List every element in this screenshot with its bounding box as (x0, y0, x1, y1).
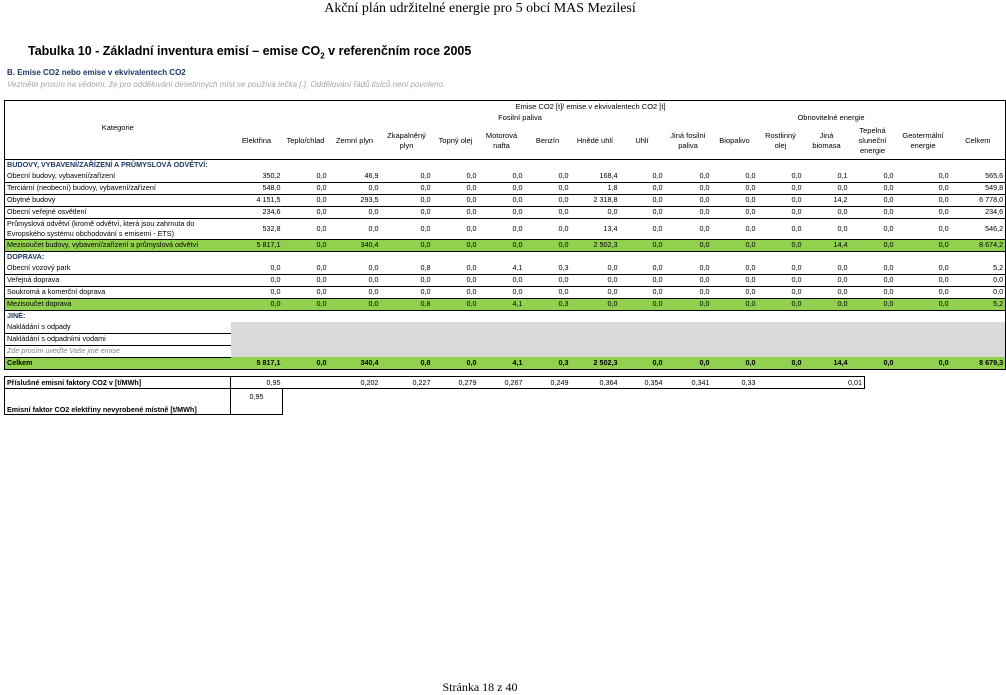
value-cell: 0,0 (804, 218, 850, 239)
column-header: Rostlinný olej (758, 123, 804, 159)
value-cell: 0,0 (479, 286, 525, 298)
value-cell: 14,4 (804, 357, 850, 369)
value-cell: 0,0 (381, 194, 433, 206)
emission-factor-value: 0,202 (329, 377, 381, 389)
row-label: Veřejná doprava (5, 274, 231, 286)
value-cell: 0,0 (665, 171, 712, 183)
value-cell: 0,0 (620, 357, 665, 369)
value-cell: 0,0 (712, 357, 758, 369)
emission-factor-value: 0,354 (620, 377, 665, 389)
value-cell: 0,0 (896, 171, 951, 183)
table-row (5, 206, 1006, 218)
emission-factor-value: 0,227 (381, 377, 433, 389)
page-header: Akční plán udržitelné energie pro 5 obcí MAS Mezilesí (324, 1, 636, 16)
emission-factor-value: 0,279 (433, 377, 479, 389)
value-cell: 0,0 (712, 263, 758, 275)
value-cell: 0,0 (665, 298, 712, 310)
category-header: Kategorie (5, 123, 231, 159)
row-label: Obecní veřejné osvětlení (5, 206, 231, 218)
column-header: Teplo/chlad (283, 123, 329, 159)
value-cell: 548,0 (231, 182, 283, 194)
row-label: Mezisoučet budovy, vybavení/zařízení a průmyslová odvětví (5, 239, 231, 251)
value-cell: 0,0 (758, 206, 804, 218)
value-cell: 0,0 (283, 194, 329, 206)
column-header: Hnědé uhlí (571, 123, 620, 159)
value-cell: 0,0 (479, 239, 525, 251)
value-cell: 0,0 (620, 194, 665, 206)
value-cell: 0,0 (433, 194, 479, 206)
value-cell: 0,0 (896, 263, 951, 275)
value-cell: 168,4 (571, 171, 620, 183)
row-label: Terciární (neobecní) budovy, vybavení/zařízení (5, 182, 231, 194)
table-row (5, 322, 1006, 334)
value-cell: 0,0 (231, 263, 283, 275)
total-row (5, 357, 1006, 369)
value-cell: 0,0 (850, 263, 896, 275)
column-header: Geotermální energie (896, 123, 951, 159)
table-row (5, 171, 1006, 183)
value-cell: 0,0 (712, 171, 758, 183)
value-cell: 340,4 (329, 239, 381, 251)
value-cell: 0,0 (712, 182, 758, 194)
value-cell: 532,8 (231, 218, 283, 239)
value-cell: 0,0 (525, 182, 571, 194)
value-cell: 0,0 (665, 206, 712, 218)
value-cell: 0,8 (381, 263, 433, 275)
value-cell: 0,0 (283, 274, 329, 286)
value-cell: 0,1 (804, 171, 850, 183)
value-cell: 0,0 (231, 274, 283, 286)
value-cell: 0,0 (283, 239, 329, 251)
value-cell: 4,1 (479, 357, 525, 369)
emission-inventory-table (4, 100, 1006, 370)
column-header: Celkem (951, 123, 1006, 159)
value-cell: 0,0 (804, 274, 850, 286)
emission-factor-value: 0,267 (479, 377, 525, 389)
row-label: Mezisoučet doprava (5, 298, 231, 310)
value-cell: 0,0 (850, 182, 896, 194)
value-cell: 0,0 (665, 357, 712, 369)
value-cell: 0,0 (433, 182, 479, 194)
emission-factor-value: 0,01 (804, 377, 865, 389)
value-cell: 0,0 (381, 171, 433, 183)
value-cell: 0,0 (804, 206, 850, 218)
value-cell: 14,2 (804, 194, 850, 206)
value-cell: 5,2 (951, 263, 1006, 275)
row-label: Obytné budovy (5, 194, 231, 206)
value-cell: 0,0 (283, 182, 329, 194)
value-cell: 0,0 (758, 263, 804, 275)
value-cell: 0,0 (951, 274, 1006, 286)
value-cell: 0,0 (283, 286, 329, 298)
value-cell: 0,0 (850, 171, 896, 183)
value-cell: 0,0 (381, 274, 433, 286)
value-cell: 0,0 (758, 357, 804, 369)
value-cell: 0,0 (712, 239, 758, 251)
value-cell: 0,0 (525, 194, 571, 206)
value-cell: 8 674,2 (951, 239, 1006, 251)
value-cell: 0,0 (665, 263, 712, 275)
table-row (5, 182, 1006, 194)
value-cell: 0,0 (850, 239, 896, 251)
value-cell: 0,0 (758, 171, 804, 183)
value-cell: 0,0 (433, 298, 479, 310)
value-cell: 8 679,3 (951, 357, 1006, 369)
value-cell: 0,0 (896, 298, 951, 310)
emission-factors-table (4, 376, 865, 415)
value-cell: 5 817,1 (231, 239, 283, 251)
subtotal-row (5, 239, 1006, 251)
row-label: Nakládání s odpady (5, 322, 231, 334)
value-cell: 0,0 (479, 206, 525, 218)
value-cell: 0,0 (712, 194, 758, 206)
value-cell: 0,0 (758, 194, 804, 206)
table-row (5, 286, 1006, 298)
row-label: Nakládání s odpadními vodami (5, 333, 231, 345)
value-cell: 0,0 (525, 206, 571, 218)
value-cell: 0,0 (231, 298, 283, 310)
value-cell: 0,0 (665, 194, 712, 206)
value-cell: 0,0 (804, 263, 850, 275)
value-cell: 0,0 (525, 218, 571, 239)
section-title: BUDOVY, VYBAVENÍ/ZAŘÍZENÍ A PRŮMYSLOVÁ ODVĚTVÍ: (5, 159, 1006, 171)
value-cell: 0,0 (896, 182, 951, 194)
row-label: Zde prosím uveďte Vaše jiné emise (5, 345, 231, 357)
value-cell: 0,0 (479, 218, 525, 239)
row-label: Soukromá a komerční doprava (5, 286, 231, 298)
value-cell: 0,0 (479, 274, 525, 286)
row-label: Obecní vozový park (5, 263, 231, 275)
value-cell: 4 151,5 (231, 194, 283, 206)
value-cell: 0,0 (381, 286, 433, 298)
value-cell: 0,0 (433, 357, 479, 369)
value-cell: 0,0 (571, 298, 620, 310)
value-cell: 0,0 (329, 274, 381, 286)
value-cell: 0,0 (896, 206, 951, 218)
value-cell: 0,0 (758, 298, 804, 310)
value-cell: 0,0 (329, 286, 381, 298)
value-cell: 1,8 (571, 182, 620, 194)
value-cell: 0,0 (479, 182, 525, 194)
value-cell: 565,6 (951, 171, 1006, 183)
value-cell: 0,0 (712, 274, 758, 286)
value-cell: 0,8 (381, 357, 433, 369)
column-header: Biopalivo (712, 123, 758, 159)
value-cell: 0,0 (433, 218, 479, 239)
column-header: Uhlí (620, 123, 665, 159)
value-cell: 546,2 (951, 218, 1006, 239)
value-cell: 0,0 (329, 206, 381, 218)
emission-factor-value: 0,364 (571, 377, 620, 389)
table-row (5, 274, 1006, 286)
value-cell: 0,0 (665, 286, 712, 298)
emission-factor-value: 0,95 (231, 377, 283, 389)
value-cell: 0,0 (571, 274, 620, 286)
column-header: Tepelná sluneční energie (850, 123, 896, 159)
value-cell: 0,0 (665, 239, 712, 251)
emission-factor-value: 0,33 (712, 377, 758, 389)
value-cell: 0,0 (804, 286, 850, 298)
value-cell: 4,1 (479, 298, 525, 310)
value-cell: 0,0 (896, 357, 951, 369)
row-label: Průmyslová odvětví (kromě odvětví, která jsou zahrnuta do Evropského systému obchodování s emisemi - ETS) (5, 218, 231, 239)
value-cell: 0,0 (433, 239, 479, 251)
value-cell: 0,0 (850, 218, 896, 239)
value-cell: 2 502,3 (571, 239, 620, 251)
value-cell: 0,0 (525, 239, 571, 251)
value-cell: 0,0 (758, 274, 804, 286)
value-cell: 0,0 (665, 218, 712, 239)
value-cell: 0,0 (381, 182, 433, 194)
value-cell: 0,0 (620, 218, 665, 239)
value-cell: 0,0 (712, 206, 758, 218)
row-label: Celkem (5, 357, 231, 369)
value-cell: 0,0 (329, 298, 381, 310)
emission-factor-value: 0,249 (525, 377, 571, 389)
value-cell: 0,0 (665, 274, 712, 286)
value-cell: 0,0 (283, 206, 329, 218)
value-cell: 0,0 (433, 206, 479, 218)
value-cell: 6 778,0 (951, 194, 1006, 206)
value-cell: 0,0 (850, 274, 896, 286)
emission-factors-label: Příslušné emisní faktory CO2 v [t/MWh] (5, 377, 231, 389)
value-cell: 5 817,1 (231, 357, 283, 369)
column-header: Jiná biomasa (804, 123, 850, 159)
value-cell: 5,2 (951, 298, 1006, 310)
value-cell: 0,0 (712, 298, 758, 310)
emission-factor-value: 0,341 (665, 377, 712, 389)
fossil-fuels-header: Fosilní paliva (498, 112, 542, 122)
page-footer: Stránka 18 z 40 (442, 680, 518, 694)
value-cell: 0,0 (758, 239, 804, 251)
value-cell: 0,0 (283, 357, 329, 369)
value-cell: 0,0 (896, 218, 951, 239)
value-cell: 0,0 (850, 194, 896, 206)
value-cell: 0,0 (329, 263, 381, 275)
value-cell: 0,0 (850, 206, 896, 218)
value-cell: 0,0 (850, 298, 896, 310)
value-cell: 0,0 (283, 218, 329, 239)
value-cell: 293,5 (329, 194, 381, 206)
value-cell: 2 502,3 (571, 357, 620, 369)
value-cell: 0,0 (525, 274, 571, 286)
value-cell: 549,8 (951, 182, 1006, 194)
electricity-factor-value: 0,95 (231, 389, 283, 415)
value-cell: 0,0 (620, 206, 665, 218)
value-cell: 0,0 (433, 274, 479, 286)
value-cell: 0,0 (571, 263, 620, 275)
subtotal-row (5, 298, 1006, 310)
value-cell: 0,0 (525, 286, 571, 298)
value-cell: 14,4 (804, 239, 850, 251)
emission-factor-value (283, 377, 329, 389)
value-cell: 0,0 (433, 263, 479, 275)
value-cell: 0,0 (850, 286, 896, 298)
value-cell: 0,0 (712, 218, 758, 239)
value-cell: 350,2 (231, 171, 283, 183)
table-title: Tabulka 10 - Základní inventura emisí – emise $CO_2$ v referenčním roce 2005 (28, 44, 472, 61)
value-cell: 2 318,8 (571, 194, 620, 206)
value-cell: 0,3 (525, 298, 571, 310)
table-row (5, 218, 1006, 239)
column-header: Elektřina (231, 123, 283, 159)
value-cell: 0,0 (620, 263, 665, 275)
hint-row (5, 345, 1006, 357)
value-cell: 0,0 (381, 239, 433, 251)
value-cell: 0,0 (381, 206, 433, 218)
value-cell: 46,9 (329, 171, 381, 183)
value-cell: 0,0 (850, 357, 896, 369)
value-cell: 0,0 (951, 286, 1006, 298)
column-header: Zemní plyn (329, 123, 381, 159)
column-header: Jiná fosilní paliva (665, 123, 712, 159)
value-cell: 0,0 (804, 182, 850, 194)
value-cell: 234,6 (951, 206, 1006, 218)
value-cell: 0,0 (758, 218, 804, 239)
value-cell: 0,0 (620, 239, 665, 251)
section-title: DOPRAVA: (5, 251, 1006, 263)
emissions-header: Emise CO2 [t]/ emise v ekvivalentech CO2 [t] (231, 101, 951, 113)
value-cell: 0,0 (571, 206, 620, 218)
value-cell: 0,0 (479, 171, 525, 183)
value-cell: 340,4 (329, 357, 381, 369)
value-cell: 0,0 (758, 286, 804, 298)
value-cell: 0,0 (896, 239, 951, 251)
value-cell: 0,3 (525, 357, 571, 369)
value-cell: 0,0 (231, 286, 283, 298)
value-cell: 0,0 (896, 274, 951, 286)
decimal-note: Vezměte prosím na vědomí, že pro oddělování desetinných míst se používá tečka [.]. Oddělování řádů tisíců není povoleno. (7, 80, 446, 89)
value-cell: 0,8 (381, 298, 433, 310)
value-cell: 0,0 (433, 286, 479, 298)
column-header: Motorová nafta (479, 123, 525, 159)
column-header: Topný olej (433, 123, 479, 159)
value-cell: 0,0 (525, 171, 571, 183)
value-cell: 13,4 (571, 218, 620, 239)
value-cell: 0,0 (479, 194, 525, 206)
emission-factor-value (758, 377, 804, 389)
column-header: Benzín (525, 123, 571, 159)
value-cell: 0,0 (381, 218, 433, 239)
value-cell: 4,1 (479, 263, 525, 275)
electricity-factor-label: Emisní faktor CO2 elektřiny nevyrobené místně [t/MWh] (5, 389, 231, 415)
value-cell: 0,0 (620, 171, 665, 183)
value-cell: 0,0 (283, 263, 329, 275)
value-cell: 0,0 (283, 171, 329, 183)
value-cell: 0,0 (329, 182, 381, 194)
value-cell: 0,0 (329, 218, 381, 239)
value-cell: 0,0 (665, 182, 712, 194)
value-cell: 0,0 (283, 298, 329, 310)
value-cell: 0,0 (620, 298, 665, 310)
table-row (5, 263, 1006, 275)
value-cell: 0,0 (571, 286, 620, 298)
column-header: Zkapalněný plyn (381, 123, 433, 159)
section-title: JINÉ: (5, 310, 1006, 322)
table-row (5, 333, 1006, 345)
value-cell: 0,0 (620, 274, 665, 286)
table-row (5, 194, 1006, 206)
value-cell: 0,0 (804, 298, 850, 310)
value-cell: 0,0 (620, 286, 665, 298)
section-b-heading: B. Emise CO2 nebo emise v ekvivalentech CO2 (7, 68, 186, 77)
value-cell: 0,0 (896, 286, 951, 298)
value-cell: 0,0 (758, 182, 804, 194)
value-cell: 0,0 (896, 194, 951, 206)
value-cell: 234,6 (231, 206, 283, 218)
value-cell: 0,0 (712, 286, 758, 298)
renewable-header: Obnovitelné energie (797, 112, 865, 122)
value-cell: 0,3 (525, 263, 571, 275)
value-cell: 0,0 (433, 171, 479, 183)
value-cell: 0,0 (620, 182, 665, 194)
row-label: Obecní budovy, vybavení/zařízení (5, 171, 231, 183)
